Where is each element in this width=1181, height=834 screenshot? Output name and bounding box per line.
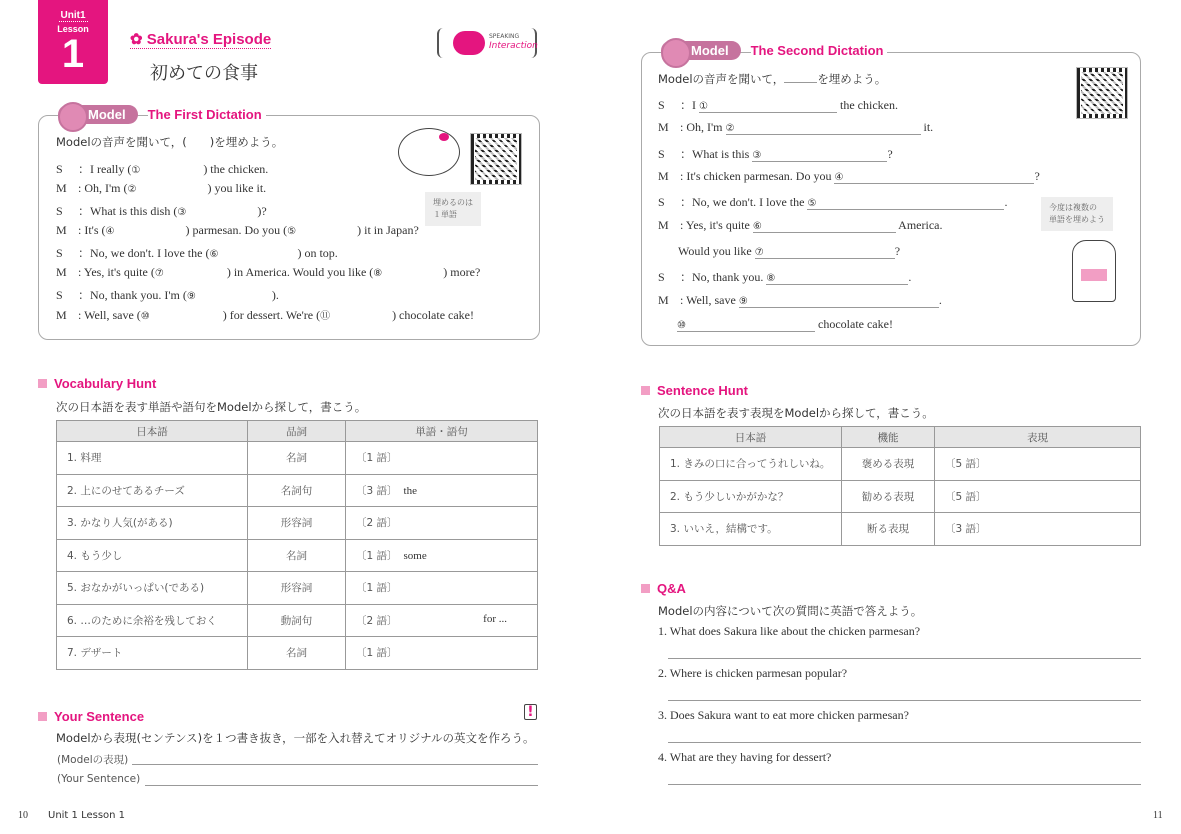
speaker: S [658, 98, 665, 112]
speaker: S [658, 147, 665, 161]
dictation-line [658, 268, 911, 285]
answer-cell[interactable] [346, 572, 538, 605]
pos-cell: 名詞 [248, 637, 346, 670]
line-text: ) more? [443, 265, 481, 279]
page-number-right: 11 [1153, 810, 1163, 821]
word-count-hint: 〔1 語〕 [356, 647, 398, 660]
table-row [57, 572, 538, 605]
answer-blank[interactable]: ③ [177, 207, 187, 218]
section-title: The First Dictation [148, 107, 266, 122]
unit-label: Unit1 [60, 10, 86, 21]
model-tab: Model [58, 105, 138, 124]
japanese-cell: 7. デザート [57, 637, 248, 670]
pos-cell: 動詞句 [248, 604, 346, 637]
dictation-line [658, 193, 1007, 210]
line-text: chocolate cake! [815, 317, 893, 331]
answer-cell[interactable] [346, 442, 538, 475]
qa-question: 4. What are they having for dessert? [658, 750, 832, 764]
your-sentence-label: (Your Sentence) [57, 773, 141, 785]
answer-cell[interactable]: 〔5 語〕 [935, 480, 1141, 513]
cat-illustration [1072, 240, 1116, 302]
line-text: ? [894, 244, 901, 258]
japanese-cell: 3. かなり人気(がある) [57, 507, 248, 540]
line-text: . [908, 270, 912, 284]
line-text: ：I [680, 98, 699, 112]
line-text: ) it in Japan? [357, 223, 419, 237]
col-function: 機能 [842, 427, 935, 448]
sentence-hunt-instruction: 次の日本語を表す表現をModelから探して，書こう。 [658, 406, 934, 420]
line-text: ) the chicken. [203, 162, 269, 176]
line-text: : It's ( [78, 223, 106, 237]
japanese-cell: 1. 料理 [57, 442, 248, 475]
line-text: ) on top. [297, 246, 338, 260]
your-sentence-heading: Your Sentence [38, 709, 144, 724]
answer-blank[interactable]: ⑨ [739, 296, 939, 308]
col-expression: 表現 [935, 427, 1141, 448]
footer-label: Unit 1 Lesson 1 [48, 810, 126, 821]
exclamation-icon: ! [524, 704, 537, 720]
line-text: ：No, thank you. I'm ( [78, 288, 187, 302]
answer-cell[interactable]: 〔3 語〕 [935, 513, 1141, 546]
sentence-hunt-heading: Sentence Hunt [641, 383, 748, 398]
answer-blank[interactable]: ① [699, 101, 837, 113]
dictation-line [658, 244, 900, 259]
answer-blank[interactable]: ⑧ [766, 273, 908, 285]
japanese-cell: 4. もう少し [57, 539, 248, 572]
line-text: ：I really ( [78, 162, 132, 176]
qa-instruction: Modelの内容について次の質問に英語で答えよう。 [658, 604, 923, 618]
speaker: S [56, 246, 63, 260]
answer-blank[interactable]: ① [131, 165, 141, 176]
line-text: ? [1034, 169, 1040, 183]
answer-blank[interactable]: ② [127, 184, 137, 195]
line-text: : Oh, I'm [680, 120, 726, 134]
line-text: ：What is this dish ( [78, 204, 178, 218]
lesson-badge [38, 0, 108, 84]
col-pos: 品詞 [248, 421, 346, 442]
answer-blank[interactable]: ⑥ [753, 221, 896, 233]
qr-code[interactable] [1076, 67, 1128, 119]
japanese-cell: 2. もう少しいかがかな？ [660, 480, 842, 513]
instruction-b: を埋めよう。 [817, 72, 887, 86]
dictation-line [658, 120, 933, 135]
line-text: : Oh, I'm ( [78, 181, 128, 195]
word-count-hint: 〔1 語〕 [356, 582, 398, 595]
given-tail: for ... [483, 612, 507, 625]
qa-answer-line[interactable] [668, 700, 1141, 701]
line-text: ). [271, 288, 279, 302]
line-text: ) in America. Would you like ( [226, 265, 374, 279]
speaker: M [56, 181, 67, 195]
answer-blank[interactable]: ④ [834, 172, 1034, 184]
answer-blank[interactable]: ⑤ [807, 198, 1004, 210]
line-text: : Yes, it's quite [680, 218, 753, 232]
dictation-line [658, 96, 898, 113]
word-count-hint: 〔1 語〕 [356, 452, 398, 465]
col-word: 単語・語句 [346, 421, 538, 442]
badge-bottom: Interaction [489, 41, 538, 51]
second-instruction [658, 71, 886, 87]
dictation-line [56, 286, 279, 303]
model-expression-label: (Modelの表現) [57, 754, 129, 766]
dictation-line [658, 145, 893, 162]
speaking-interaction-badge [437, 28, 537, 58]
answer-blank[interactable]: ⑥ [209, 249, 219, 260]
table-row [57, 637, 538, 670]
line-text: ) for dessert. We're ( [222, 308, 321, 322]
col-japanese: 日本語 [660, 427, 842, 448]
word-count-hint: 〔3 語〕 [356, 484, 398, 497]
line-text: . [938, 293, 942, 307]
badge-top: SPEAKING [489, 33, 520, 40]
qa-question: 3. Does Sakura want to eat more chicken parmesan? [658, 708, 909, 722]
answer-cell[interactable] [346, 604, 538, 637]
speaker: S [658, 195, 665, 209]
hint-bubble: 埋めるのは １単語 [425, 192, 481, 226]
line-text: : Well, save [680, 293, 739, 307]
answer-blank[interactable]: ⑤ [287, 226, 297, 237]
dictation-line [56, 202, 267, 219]
lesson-number: 1 [61, 32, 85, 76]
answer-blank[interactable]: ⑦ [154, 268, 164, 279]
table-row [57, 442, 538, 475]
line-text: : It's chicken parmesan. Do you [680, 169, 835, 183]
table-row [660, 513, 1141, 546]
word-count-hint: 〔2 語〕 [356, 614, 398, 627]
dictation-line [677, 317, 893, 332]
speaker: S [56, 204, 63, 218]
answer-blank[interactable]: ② [726, 123, 921, 135]
line-text: the chicken. [837, 98, 898, 112]
speaker: M [658, 169, 669, 183]
speaker: M [56, 265, 67, 279]
pos-cell: 名詞 [248, 539, 346, 572]
speaker: M [658, 120, 669, 134]
second-dictation-header [661, 41, 887, 60]
instruction-blank [784, 71, 817, 83]
speaker: S [56, 288, 63, 302]
first-dictation-header [58, 105, 266, 124]
line-text: ：No, we don't. I love the [680, 195, 808, 209]
qa-answer-line[interactable] [668, 658, 1141, 659]
qr-code[interactable] [470, 133, 522, 185]
function-cell: 勧める表現 [842, 480, 935, 513]
answer-blank[interactable]: ⑦ [755, 247, 895, 259]
answer-cell[interactable] [346, 637, 538, 670]
japanese-cell: 3. いいえ，結構です。 [660, 513, 842, 546]
speaker: M [56, 223, 67, 237]
table-row [57, 474, 538, 507]
answer-cell[interactable] [346, 539, 538, 572]
model-tab: Model [661, 41, 741, 60]
line-text: Would you like [678, 244, 755, 258]
japanese-cell: 6. …のために余裕を残しておく [57, 604, 248, 637]
table-row [57, 604, 538, 637]
line-text: ) parmesan. Do you ( [185, 223, 288, 237]
dictation-line [658, 218, 943, 233]
sakura-flower-icon: ✿ [130, 31, 147, 48]
hint-bubble: 今度は複数の 単語を埋めよう [1041, 197, 1113, 231]
line-text: ：No, we don't. I love the ( [78, 246, 210, 260]
answer-blank[interactable]: ⑨ [186, 291, 196, 302]
line-text: )? [257, 204, 267, 218]
answer-blank[interactable]: ④ [105, 226, 115, 237]
episode-title [130, 30, 271, 49]
table-row [660, 480, 1141, 513]
model-expression-line[interactable] [132, 764, 538, 765]
vocab-instruction: 次の日本語を表す単語や語句をModelから探して，書こう。 [56, 400, 367, 414]
lesson-label: Lesson [57, 24, 89, 34]
word-count-hint: 〔2 語〕 [356, 517, 398, 530]
qa-answer-line[interactable] [668, 784, 1141, 785]
qa-question: 1. What does Sakura like about the chicken parmesan? [658, 624, 921, 638]
line-text: ) chocolate cake! [392, 308, 475, 322]
vocab-table [56, 420, 538, 670]
pos-cell: 形容詞 [248, 507, 346, 540]
your-sentence-instruction: Modelから表現(センテンス)を１つ書き抜き，一部を入れ替えてオリジナルの英文を作ろう。 [56, 731, 535, 745]
sentence-hunt-table [659, 426, 1141, 546]
speaker: S [56, 162, 63, 176]
your-sentence-line[interactable] [145, 785, 538, 786]
page-title: 初めての食事 [150, 63, 258, 84]
japanese-cell: 1. きみの口に合ってうれしいね。 [660, 448, 842, 481]
pos-cell: 名詞句 [248, 474, 346, 507]
answer-blank[interactable]: ⑧ [373, 268, 383, 279]
function-cell: 褒める表現 [842, 448, 935, 481]
faces-icon [453, 31, 485, 55]
instruction-a: Modelの音声を聞いて， [658, 72, 785, 86]
japanese-cell: 5. おなかがいっぱい(である) [57, 572, 248, 605]
table-row [57, 539, 538, 572]
answer-cell[interactable]: 〔5 語〕 [935, 448, 1141, 481]
line-text: : Yes, it's quite ( [78, 265, 155, 279]
line-text: ? [887, 147, 893, 161]
speaker: S [658, 270, 665, 284]
table-row [57, 507, 538, 540]
page-number-left: 10 [18, 810, 28, 821]
dictation-line [56, 307, 474, 323]
line-text: . [1004, 195, 1008, 209]
speaker: M [658, 218, 669, 232]
episode-label: Sakura's Episode [146, 31, 272, 48]
dictation-line [658, 293, 942, 308]
answer-blank[interactable]: ⑩ [677, 320, 815, 332]
qa-question: 2. Where is chicken parmesan popular? [658, 666, 848, 680]
answer-cell[interactable] [346, 507, 538, 540]
line-text: ：What is this [680, 147, 753, 161]
vocab-heading: Vocabulary Hunt [38, 376, 156, 391]
line-text: it. [920, 120, 934, 134]
answer-blank[interactable]: ③ [752, 150, 887, 162]
dictation-line [56, 265, 480, 280]
answer-cell[interactable] [346, 474, 538, 507]
dictation-line [56, 160, 268, 177]
japanese-cell: 2. 上にのせてあるチーズ [57, 474, 248, 507]
section-title: The Second Dictation [751, 43, 888, 58]
dictation-line [56, 244, 338, 261]
given-word: some [403, 549, 427, 562]
dictation-line [658, 169, 1040, 184]
line-text: ：No, thank you. [680, 270, 767, 284]
given-word: the [403, 484, 417, 497]
line-text: ) you like it. [207, 181, 267, 195]
qa-answer-line[interactable] [668, 742, 1141, 743]
function-cell: 断る表現 [842, 513, 935, 546]
answer-blank[interactable]: ⑪ [320, 311, 331, 322]
pos-cell: 形容詞 [248, 572, 346, 605]
dictation-line [56, 223, 419, 238]
speaker: M [658, 293, 669, 307]
col-japanese: 日本語 [57, 421, 248, 442]
line-text: America. [895, 218, 943, 232]
line-text: : Well, save ( [78, 308, 141, 322]
speaker: M [56, 308, 67, 322]
word-count-hint: 〔1 語〕 [356, 549, 398, 562]
pos-cell: 名詞 [248, 442, 346, 475]
table-row [660, 448, 1141, 481]
cat-illustration [398, 128, 460, 176]
first-instruction: Modelの音声を聞いて，( )を埋めよう。 [56, 135, 284, 149]
qa-heading: Q&A [641, 581, 686, 596]
answer-blank[interactable]: ⑩ [140, 311, 150, 322]
dictation-line [56, 181, 266, 196]
